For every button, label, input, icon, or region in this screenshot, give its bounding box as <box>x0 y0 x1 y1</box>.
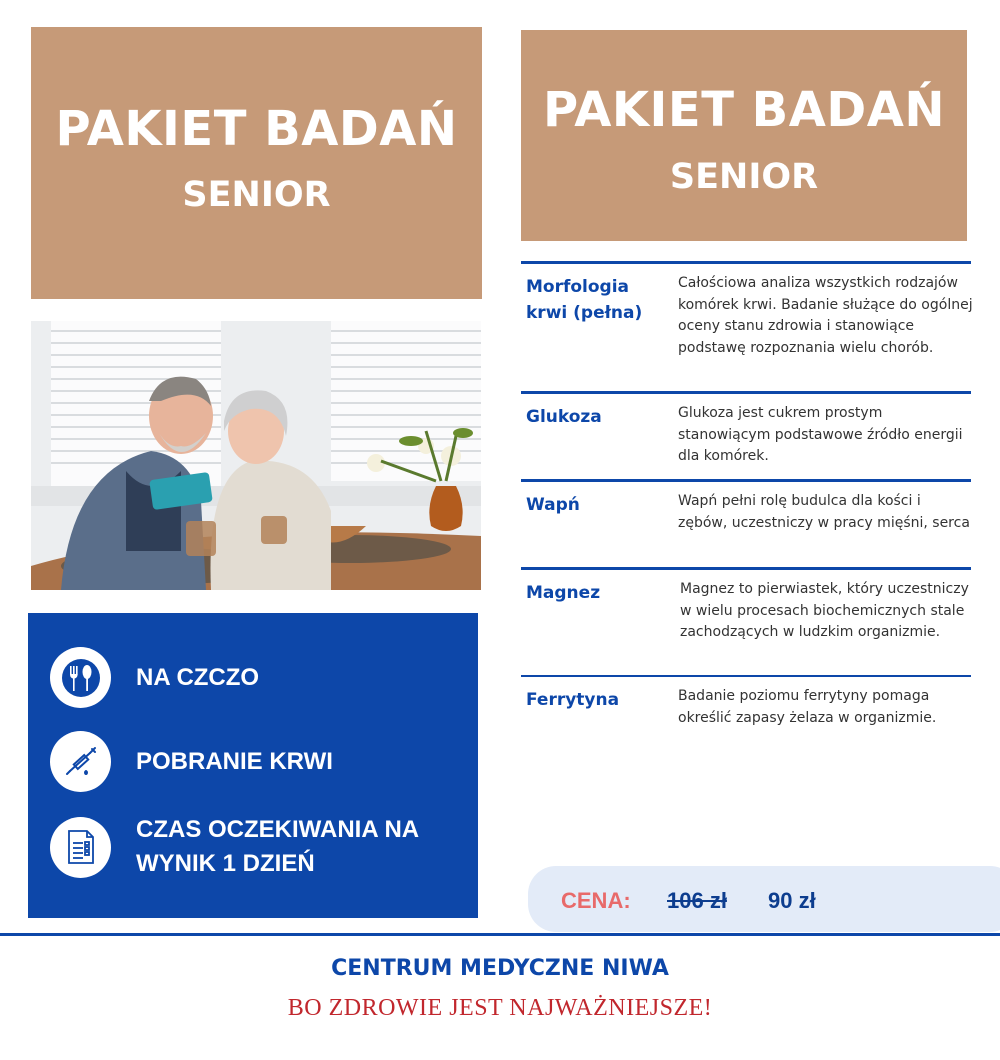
info-label-wait-time: CZAS OCZEKIWANIA NA WYNIK 1 DZIEŃ <box>136 816 419 877</box>
info-item-fasting <box>50 647 456 708</box>
test-description: Całościowa analiza wszystkich rodzajów komórek krwi. Badanie służące do ogólnej oceny stanu zdrowia i stanowiące podstawę rozpoznania wielu chorób. <box>678 275 973 356</box>
test-name: Morfologia krwi (pełna) <box>526 277 643 323</box>
info-label-blood-draw: POBRANIE KRWI <box>136 747 333 775</box>
test-row-magnez <box>521 567 971 678</box>
price-new: 90 zł <box>768 888 816 913</box>
clinic-name: CENTRUM MEDYCZNE NIWA <box>331 956 669 981</box>
test-description: Magnez to pierwiastek, który uczestniczy w wielu procesach biochemicznych stale zachodzących w ludzkim organizmie. <box>680 581 969 640</box>
info-item-wait-time <box>50 813 456 881</box>
test-description: Wapń pełni rolę budulca dla kości i zębów, uczestniczy w pracy mięśni, serca <box>678 493 970 531</box>
test-name: Ferrytyna <box>526 690 620 710</box>
test-description: Glukoza jest cukrem prostym stanowiącym podstawowe źródło energii dla komórek. <box>678 405 963 464</box>
test-name: Wapń <box>526 495 580 515</box>
document-icon <box>50 817 111 878</box>
test-name: Glukoza <box>526 407 602 427</box>
test-row-wapn <box>521 479 971 570</box>
info-panel <box>28 613 478 918</box>
right-title: PAKIET BADAŃ <box>542 82 946 138</box>
left-subtitle: SENIOR <box>182 175 331 215</box>
right-subtitle: SENIOR <box>669 157 819 197</box>
footer-divider <box>0 933 1000 936</box>
test-name: Magnez <box>526 583 601 603</box>
test-description: Badanie poziomu ferrytyny pomaga określić zapasy żelaza w organizmie. <box>678 688 937 726</box>
senior-couple-photo <box>31 321 481 590</box>
clinic-slogan: BO ZDROWIE JEST NAJWAŻNIEJSZE! <box>287 995 713 1021</box>
syringe-icon <box>50 731 111 792</box>
test-row-morfologia <box>521 261 971 394</box>
cutlery-icon <box>50 647 111 708</box>
right-title-banner <box>521 30 967 241</box>
left-title: PAKIET BADAŃ <box>55 101 458 157</box>
left-title-banner <box>31 27 482 299</box>
price-label: CENA: <box>561 888 631 913</box>
test-row-glukoza <box>521 391 971 482</box>
price-bar <box>528 866 1000 932</box>
price-old: 106 zł <box>667 888 727 913</box>
info-label-fasting: NA CZCZO <box>136 663 260 691</box>
info-item-blood-draw <box>50 731 456 792</box>
test-row-ferrytyna <box>521 675 971 757</box>
